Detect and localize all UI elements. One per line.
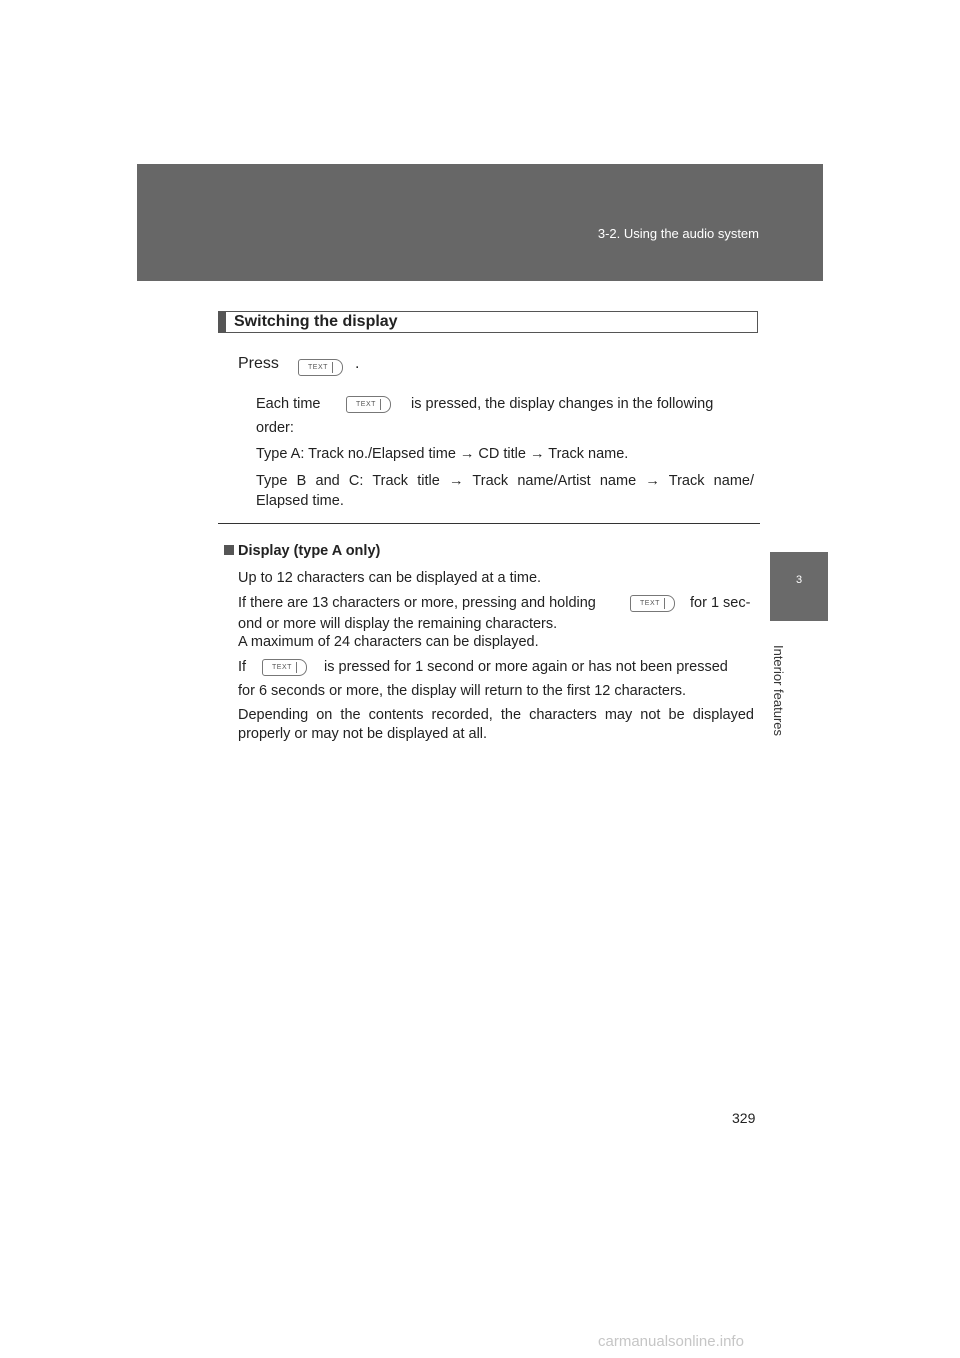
section-divider (218, 523, 760, 524)
press-label: Press (238, 355, 279, 372)
chapter-label-text: Interior features (771, 644, 787, 736)
each-time-cont: order: (256, 420, 294, 436)
note-line-7: Depending on the contents recorded, the characters may not be displayed (238, 707, 754, 723)
chapter-tab (770, 552, 828, 621)
note-line-3: ond or more will display the remaining characters. (238, 616, 558, 632)
type-bc-order-line1: Type B and C: Track title → Track name/Artist name → Track name/ (256, 473, 754, 489)
note-line-1: Up to 12 characters can be displayed at a time. (238, 570, 542, 586)
display-note-heading (224, 543, 380, 559)
note-line-2-before: If there are 13 characters or more, pressing and holding (238, 595, 596, 611)
type-a-order: Type A: Track no./Elapsed time → CD title → Track name. (256, 446, 629, 462)
square-bullet-icon (224, 545, 234, 555)
each-time-before: Each time (256, 396, 321, 412)
text-button-icon (298, 359, 343, 376)
note-line-5-after: is pressed for 1 second or more again or has not been pressed (324, 659, 728, 675)
chapter-number: 3 (795, 574, 803, 586)
display-note-heading-text: Display (type A only) (238, 543, 381, 559)
page-number: 329 (732, 1110, 756, 1126)
note-line-5-before: If (238, 659, 247, 675)
type-bc-order-line2: Elapsed time. (256, 493, 344, 509)
text-button-icon (262, 659, 307, 676)
text-button-label: TEXT (308, 364, 328, 371)
watermark: carmanualsonline.info (598, 1333, 744, 1350)
section-title-box (218, 311, 758, 333)
note-line-8: properly or may not be displayed at all. (238, 726, 488, 742)
section-title: Switching the display (234, 313, 398, 330)
header-section-title: 3-2. Using the audio system (597, 226, 759, 241)
text-button-label: TEXT (356, 401, 376, 408)
section-title-bar (219, 312, 226, 332)
header-band (137, 164, 823, 281)
text-button-icon (346, 396, 391, 413)
each-time-after: is pressed, the display changes in the following (411, 396, 714, 412)
text-button-icon (630, 595, 675, 612)
press-period: . (355, 355, 360, 372)
text-button-label: TEXT (272, 664, 292, 671)
note-line-4: A maximum of 24 characters can be displayed. (238, 634, 539, 650)
text-button-label: TEXT (640, 600, 660, 607)
note-line-2-after: for 1 sec- (690, 595, 751, 611)
chapter-label (766, 640, 792, 740)
note-line-6: for 6 seconds or more, the display will return to the first 12 characters. (238, 683, 687, 699)
